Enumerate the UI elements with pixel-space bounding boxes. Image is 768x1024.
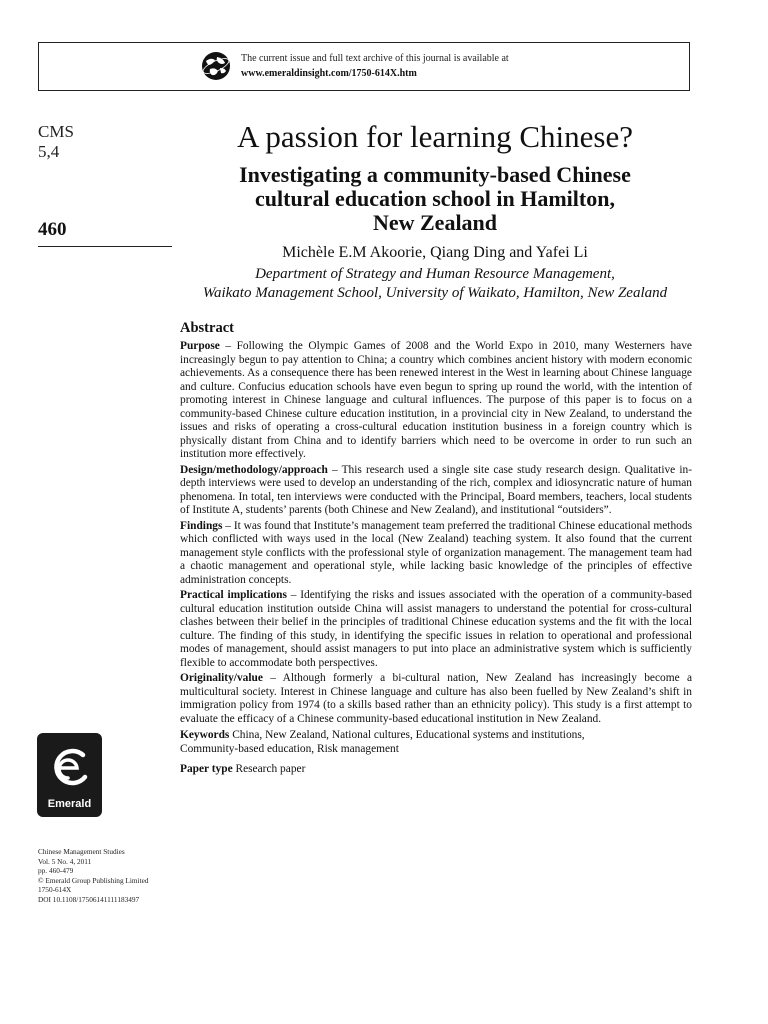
purpose-text: – Following the Olympic Games of 2008 and the World Expo in 2010, many Westerners have increasingly begun to pay attention to China; a country which combines ancient history with modern economic achievements. As a consequence there has been renewed interest in the West in learning about Chinese language and culture. Confucius education schools have even begun to spring up round the world, with the intention of promoting interest in Chinese language and cultural influences. The purpose of this paper is to focus on a community-based Chinese culture education institution, in a provincial city in New Zealand, to understand the issues and risks of operating a cross-cultural education institution business in a foreign country which is physically distant from China and to identify barriers which need to be overcome in order to run such an institution more effectively.: [180, 340, 692, 460]
abstract-section: [180, 320, 692, 777]
emerald-logo-icon: [37, 733, 102, 817]
abstract-design: [180, 464, 692, 518]
abstract-originality: [180, 672, 692, 726]
purpose-label: Purpose: [180, 340, 220, 352]
affiliation-line: Department of Strategy and Human Resource Management,: [255, 266, 615, 282]
abstract-purpose: [180, 340, 692, 462]
logo-wordmark: Emerald: [47, 798, 92, 810]
originality-text: – Although formerly a bi-cultural nation, New Zealand has increasingly become a multicultural society. Interest in Chinese language and culture has also been fuelled by New Zealand’s shift in immigration policy from 1974 (to a skills based rather than an ethnicity policy). This study is a first attempt to evaluate the efficacy of a Chinese community-based educational institution in New Zealand.: [180, 672, 692, 725]
keywords-line: [180, 729, 692, 743]
banner-availability-text: The current issue and full text archive of this journal is available at: [241, 53, 509, 64]
paper-type: [180, 763, 692, 777]
paper-type-text: Research paper: [232, 763, 306, 775]
affiliation-line: Waikato Management School, University of Waikato, Hamilton, New Zealand: [202, 285, 668, 301]
meta-line: Vol. 5 No. 4, 2011: [38, 856, 92, 866]
findings-text: – It was found that Institute’s management team preferred the traditional Chinese educational methods which conflicted with ways used in the local (New Zealand) teaching system. It also found that the current management style conflicts with the professional style of organization management. The management team had a chaotic management and operational style, while lacking basic knowledge of the principles of effective administration concepts.: [180, 519, 692, 586]
globe-icon: [201, 51, 231, 81]
page-number: 460: [38, 219, 172, 247]
publication-metadata: [38, 847, 149, 905]
meta-line: 1750-614X: [38, 885, 72, 895]
keywords-line: Community-based education, Risk management: [180, 742, 399, 755]
paper-subtitle: [180, 163, 690, 235]
abstract-findings: [180, 520, 692, 588]
authors: Michèle E.M Akoorie, Qiang Ding and Yafei Li: [282, 244, 588, 261]
meta-line: Chinese Management Studies: [38, 847, 125, 856]
subtitle-line: New Zealand: [372, 210, 498, 235]
side-journal-info: [38, 122, 74, 162]
subtitle-line: cultural education school in Hamilton,: [255, 186, 615, 211]
meta-line: DOI 10.1108/17506141111183497: [38, 894, 140, 904]
originality-label: Originality/value: [180, 672, 263, 684]
keywords-label: Keywords: [180, 729, 230, 741]
design-text: – This research used a single site case study research design. Qualitative in-depth interviews were used to develop an understanding of the rich, complex and idiosyncratic nature of human phenomena. In total, ten interviews were conducted with the Principal, Board members, teachers, local students of Institute A, students’ parents (both Chinese and New Zealand), and institutional “outsiders”.: [180, 463, 692, 516]
banner-url-link[interactable]: www.emeraldinsight.com/1750-614X.htm: [241, 68, 417, 79]
meta-line: © Emerald Group Publishing Limited: [38, 875, 149, 885]
journal-abbrev: CMS: [38, 122, 74, 141]
subtitle-line: Investigating a community-based Chinese: [239, 162, 631, 187]
volume-issue: 5,4: [38, 142, 60, 161]
abstract-heading: Abstract: [180, 320, 234, 336]
abstract-practical: [180, 589, 692, 670]
journal-banner: [38, 42, 690, 91]
findings-label: Findings: [180, 519, 223, 532]
affiliation: [180, 265, 690, 303]
keywords: [180, 729, 692, 756]
meta-line: pp. 460-479: [38, 866, 74, 876]
practical-text: – Identifying the risks and issues associated with the operation of a community-based cultural education institution outside China will assist managers to understand the potential for cross-cultural clashes between their belief in the principles of traditional Chinese education systems and the fit with the local culture. The finding of this study, in identifying the specific issues in relation to operational and professional modes of management, should assist managers to put into place an administrative system which is sufficiently flexible to accommodate both perspectives.: [180, 589, 692, 669]
paper-type-label: Paper type: [180, 763, 233, 775]
practical-label: Practical implications: [180, 589, 287, 601]
paper-title: A passion for learning Chinese?: [236, 119, 634, 154]
keywords-text: China, New Zealand, National cultures, Educational systems and institutions,: [229, 729, 585, 741]
design-label: Design/methodology/approach: [180, 463, 328, 476]
